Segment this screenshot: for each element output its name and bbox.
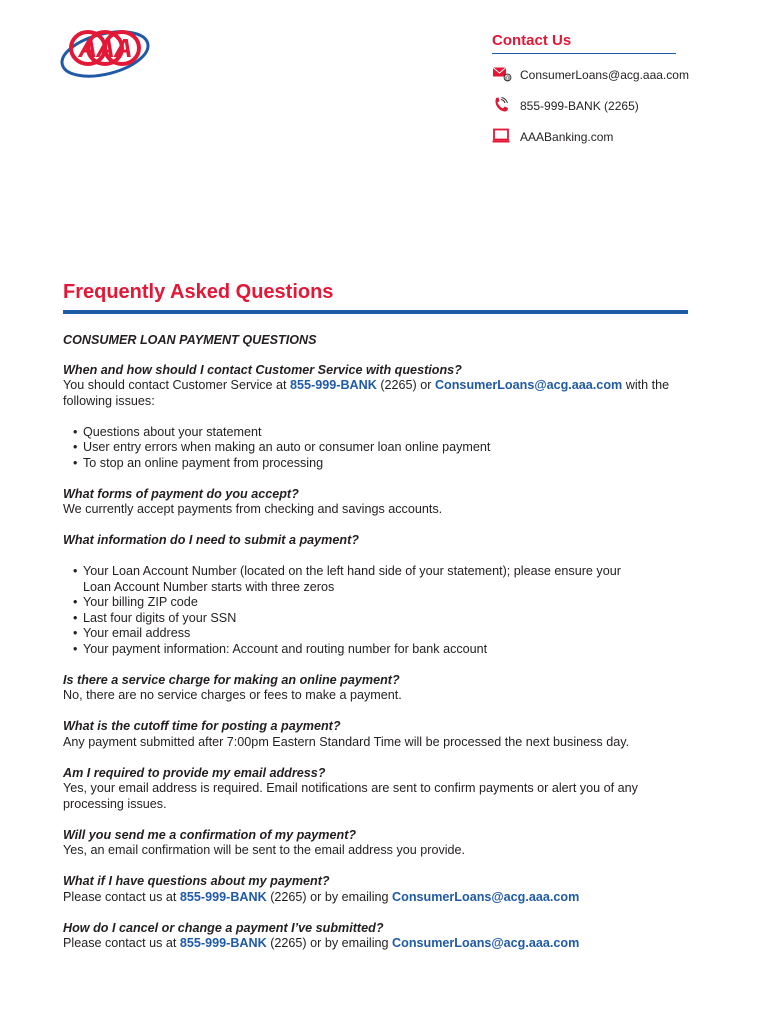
- question-3: What information do I need to submit a payment?: [63, 533, 359, 547]
- section-heading: CONSUMER LOAN PAYMENT QUESTIONS: [63, 333, 317, 347]
- question-6: Am I required to provide my email address?: [63, 765, 326, 780]
- list-item: • To stop an online payment from processing: [73, 456, 703, 472]
- contact-email[interactable]: ConsumerLoans@acg.aaa.com: [520, 68, 689, 82]
- faq-divider: [63, 310, 688, 314]
- list-item: • Your billing ZIP code: [73, 595, 703, 611]
- answer-8-mid: (2265) or by emailing: [266, 889, 393, 904]
- question-7: Will you send me a confirmation of my payment?: [63, 827, 357, 842]
- question-5: What is the cutoff time for posting a payment?: [63, 719, 341, 733]
- answer-9-mid: (2265) or by emailing: [266, 936, 393, 950]
- phone-link[interactable]: 855-999-BANK: [179, 889, 267, 904]
- answer-9: [63, 936, 703, 952]
- email-link[interactable]: ConsumerLoans@acg.aaa.com: [392, 936, 580, 950]
- answer-2: We currently accept payments from checking and savings accounts.: [63, 502, 443, 516]
- answer-7: Yes, an email confirmation will be sent to the email address you provide.: [63, 843, 466, 857]
- email-link[interactable]: ConsumerLoans@acg.aaa.com: [392, 889, 580, 904]
- contact-phone[interactable]: 855-999-BANK (2265): [520, 99, 639, 113]
- answer-4: No, there are no service charges or fees to make a payment.: [63, 688, 402, 702]
- list-item: • Last four digits of your SSN: [73, 611, 703, 627]
- question-8: What if I have questions about my payment?: [63, 874, 330, 888]
- answer-8-pre: Please contact us at: [63, 889, 180, 904]
- faq-content: [63, 333, 703, 967]
- phone-link[interactable]: 855-999-BANK: [290, 378, 377, 392]
- faq-title: Frequently Asked Questions: [63, 281, 334, 303]
- list-item: • Your email address: [73, 626, 703, 642]
- answer-8: [63, 890, 703, 906]
- contact-block: [492, 32, 689, 144]
- answer-1-post: with the following issues:: [63, 378, 670, 408]
- list-item: • Your payment information: Account and routing number for bank account: [73, 642, 703, 658]
- logo-text: AAA: [78, 33, 132, 63]
- email-link[interactable]: ConsumerLoans@acg.aaa.com: [434, 378, 623, 392]
- question-9: How do I cancel or change a payment I’ve submitted?: [63, 920, 384, 935]
- phone-icon: [492, 97, 512, 113]
- question-1: When and how should I contact Customer Service with questions?: [63, 362, 462, 377]
- aaa-logo: [56, 24, 154, 86]
- contact-website[interactable]: AAABanking.com: [520, 130, 614, 144]
- contact-divider: [492, 53, 676, 54]
- answer-1-pre: You should contact Customer Service at: [63, 378, 291, 392]
- answer-6: Yes, your email address is required. Email notifications are sent to confirm payments or alert you of any processing issues.: [63, 781, 638, 811]
- payment-info-list: [73, 564, 703, 657]
- answer-1: [63, 378, 703, 409]
- svg-text:@: @: [504, 75, 511, 82]
- answer-1-mid: (2265) or: [376, 378, 435, 392]
- contact-title: Contact Us: [492, 32, 572, 49]
- monitor-icon: [492, 128, 512, 144]
- issues-list: [73, 425, 703, 472]
- phone-link[interactable]: 855-999-BANK: [179, 936, 267, 950]
- question-2: What forms of payment do you accept?: [63, 486, 299, 501]
- list-item: • Questions about your statement: [73, 425, 703, 441]
- question-4: Is there a service charge for making an online payment?: [63, 672, 400, 687]
- envelope-icon: [492, 66, 512, 82]
- answer-9-pre: Please contact us at: [63, 936, 180, 950]
- list-item: • Your Loan Account Number (located on the left hand side of your statement); please ensure your Loan Account Number starts with three zeros: [73, 564, 643, 595]
- answer-5: Any payment submitted after 7:00pm Eastern Standard Time will be processed the next business day.: [63, 734, 630, 749]
- list-item: • User entry errors when making an auto or consumer loan online payment: [73, 440, 703, 456]
